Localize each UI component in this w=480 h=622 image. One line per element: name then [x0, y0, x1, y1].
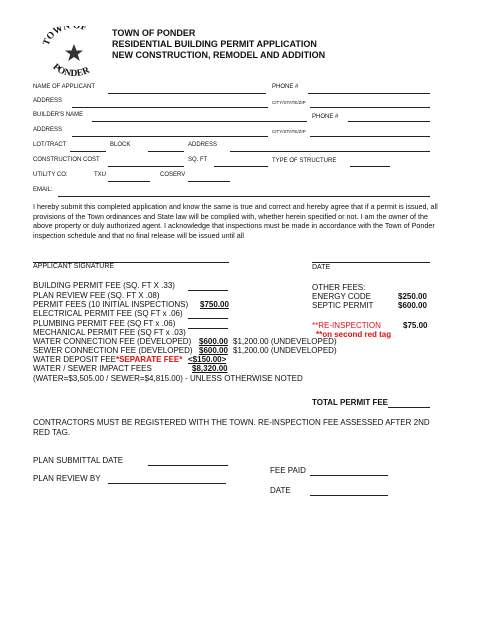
- input-phone-1[interactable]: [308, 84, 430, 94]
- fee-impact: WATER / SEWER IMPACT FEES: [33, 364, 152, 373]
- fee-building-blank[interactable]: [188, 290, 228, 291]
- input-city-state-zip-1[interactable]: [310, 98, 430, 108]
- contractors-note: CONTRACTORS MUST BE REGISTERED WITH THE TOWN. RE-INSPECTION FEE ASSESSED AFTER 2ND RED TAG.: [33, 418, 430, 437]
- logo-arc-top-text: TOWN OF: [41, 26, 88, 48]
- town-seal-logo: [38, 26, 108, 76]
- header-town-name: TOWN OF PONDER: [112, 28, 196, 38]
- input-name-of-applicant[interactable]: [108, 84, 266, 94]
- input-txu[interactable]: [108, 172, 150, 182]
- signature-date-line[interactable]: [312, 262, 430, 263]
- fee-sewer-connection-undeveloped: $1,200.00 (UNDEVELOPED): [233, 346, 337, 355]
- input-city-state-zip-2[interactable]: [310, 127, 430, 137]
- label-name-of-applicant: NAME OF APPLICANT: [33, 84, 96, 90]
- label-coserv: COSERV: [160, 172, 186, 178]
- label-plan-submittal-date: PLAN SUBMITTAL DATE: [33, 456, 124, 465]
- fee-water-deposit-amount: <$150.00>: [188, 355, 227, 364]
- label-construction-cost: CONSTRUCTION COST: [33, 157, 100, 163]
- input-plan-submittal-date[interactable]: [148, 465, 228, 466]
- other-fee-septic-permit: SEPTIC PERMIT: [312, 301, 374, 310]
- fee-mechanical: MECHANICAL PERMIT FEE (SQ FT x .03): [33, 328, 186, 337]
- input-email[interactable]: [58, 187, 430, 197]
- input-sq-ft[interactable]: [214, 157, 268, 167]
- input-address-1[interactable]: [72, 98, 268, 108]
- label-city-state-zip-2: CITY/STATE/ZIP: [272, 129, 306, 134]
- texas-star-icon: [65, 44, 83, 61]
- fee-permit-amount: $750.00: [200, 300, 229, 309]
- input-lot-tract[interactable]: [70, 142, 106, 152]
- other-fee-second-red-tag: red tag: [364, 330, 392, 339]
- fee-impact-amount: $8,320.00: [192, 364, 228, 373]
- fee-building-permit: BUILDING PERMIT FEE (SQ. FT X .33): [33, 281, 175, 290]
- total-permit-fee-label: TOTAL PERMIT FEE: [312, 398, 389, 407]
- label-plan-review-by: PLAN REVIEW BY: [33, 474, 101, 483]
- label-type-of-structure: TYPE OF STRUCTURE: [272, 158, 337, 164]
- fee-water-connection: WATER CONNECTION FEE (DEVELOPED): [33, 337, 192, 346]
- fee-separate-fee-note: *SEPARATE FEE*: [115, 355, 183, 364]
- input-plan-review-by[interactable]: [108, 483, 226, 484]
- label-applicant-signature: APPLICANT SIGNATURE: [33, 263, 115, 270]
- other-fee-energy-code: ENERGY CODE: [312, 292, 371, 301]
- label-lot-tract: LOT/TRACT: [33, 142, 67, 148]
- svg-text:TOWN OF: [42, 26, 88, 47]
- label-phone-1: PHONE #: [272, 84, 299, 90]
- fee-plumbing-blank[interactable]: [188, 328, 228, 329]
- input-address-2[interactable]: [72, 127, 268, 137]
- fee-impact-note: (WATER=$3,505.00 / SEWER=$4,815.00) - UNLESS OTHERWISE NOTED: [33, 374, 303, 383]
- label-txu: TXU: [94, 172, 106, 178]
- label-fee-paid: FEE PAID: [270, 466, 306, 475]
- fee-electrical: ELECTRICAL PERMIT FEE (SQ FT x .06): [33, 309, 183, 318]
- input-builders-name[interactable]: [92, 112, 307, 122]
- logo-arc-bottom-text: PONDER: [50, 62, 92, 76]
- label-utility-co: UTILITY CO:: [33, 172, 68, 178]
- other-fee-second-red-tag-prefix: **on second: [316, 330, 363, 339]
- label-address-3: ADDRESS: [188, 142, 218, 148]
- fee-sewer-connection-amount: $600.00: [199, 346, 228, 355]
- other-fee-septic-amount: $600.00: [398, 301, 427, 310]
- label-builders-name: BUILDER'S NAME: [33, 112, 84, 118]
- fee-water-connection-amount: $600.00: [199, 337, 228, 346]
- other-fee-reinspection-amount: $75.00: [403, 321, 428, 330]
- label-signature-date: DATE: [312, 264, 331, 271]
- input-construction-cost[interactable]: [108, 157, 184, 167]
- fee-plan-review: PLAN REVIEW FEE (SQ. FT X .08): [33, 291, 160, 300]
- fee-electrical-blank[interactable]: [188, 318, 228, 319]
- certification-text: I hereby submit this completed application and know the same is true and correct and hereby agree that if a permit is issued, all provisions of the Town ordinances and State law will be complied with, whether herein specified or not. I am the owner of the above property or duly authorized agent. I acknowledge that inspections must be made in accordance with the Town of Ponder inspection schedule and that no final release will be issued until all: [33, 202, 438, 240]
- label-phone-2: PHONE #: [312, 114, 339, 120]
- label-city-state-zip-1: CITY/STATE/ZIP: [272, 100, 306, 105]
- label-office-date: DATE: [270, 486, 291, 495]
- total-permit-fee-blank[interactable]: [388, 407, 430, 408]
- label-block: BLOCK: [110, 142, 131, 148]
- fee-permit: PERMIT FEES (10 INITIAL INSPECTIONS): [33, 300, 189, 309]
- fee-plumbing: PLUMBING PERMIT FEE (SQ FT x .06): [33, 319, 176, 328]
- input-block[interactable]: [148, 142, 184, 152]
- input-address-3[interactable]: [230, 142, 430, 152]
- svg-text:PONDER: [50, 62, 91, 76]
- label-address-1: ADDRESS: [33, 98, 63, 104]
- header-form-subtitle: NEW CONSTRUCTION, REMODEL AND ADDITION: [112, 50, 326, 60]
- label-email: EMAIL:: [33, 187, 53, 193]
- label-address-2: ADDRESS: [33, 127, 63, 133]
- input-phone-2[interactable]: [348, 112, 430, 122]
- input-fee-paid[interactable]: [310, 475, 388, 476]
- input-coserv[interactable]: [188, 172, 230, 182]
- other-fee-energy-amount: $250.00: [398, 292, 427, 301]
- fee-water-deposit: WATER DEPOSIT FEE: [33, 355, 116, 364]
- other-fee-reinspection: **RE-INSPECTION: [312, 321, 381, 330]
- input-office-date[interactable]: [310, 495, 388, 496]
- input-type-of-structure[interactable]: [350, 157, 390, 167]
- header-form-title: RESIDENTIAL BUILDING PERMIT APPLICATION: [112, 39, 317, 49]
- label-sq-ft: SQ. FT: [188, 157, 208, 163]
- other-fees-title: OTHER FEES:: [312, 283, 366, 292]
- fee-sewer-connection: SEWER CONNECTION FEE (DEVELOPED): [33, 346, 193, 355]
- fee-water-connection-undeveloped: $1,200.00 (UNDEVELOPED): [233, 337, 337, 346]
